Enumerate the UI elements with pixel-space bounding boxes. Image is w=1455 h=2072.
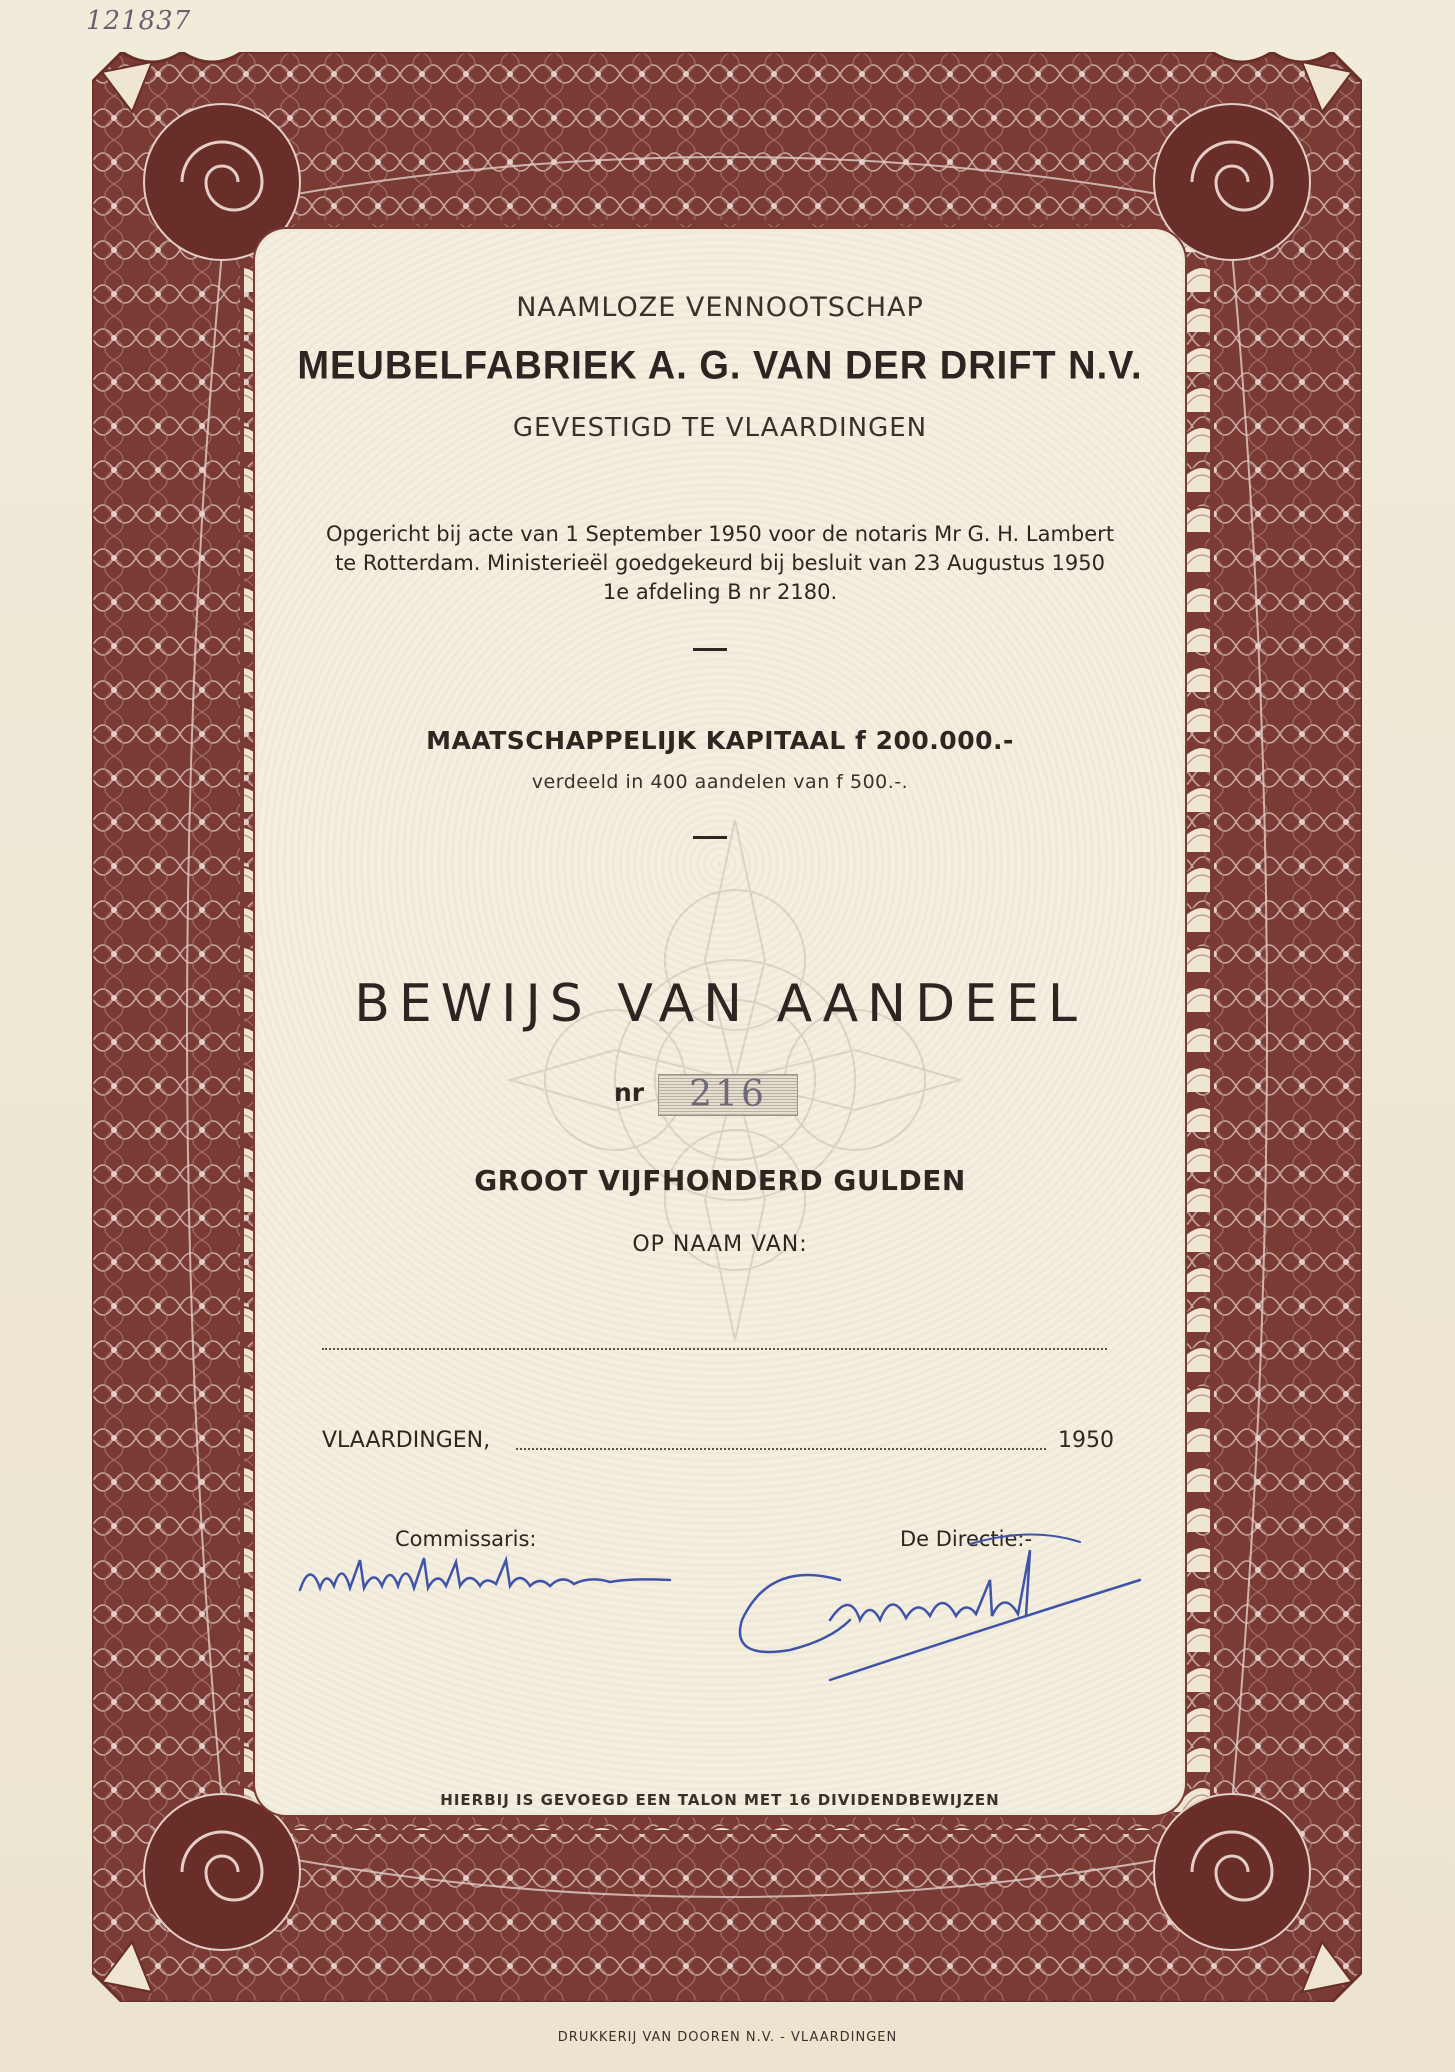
company-seat: GEVESTIGD TE VLAARDINGEN bbox=[512, 413, 928, 443]
founding-line: 1e afdeling B nr 2180. bbox=[602, 580, 838, 604]
directie-label: De Directie:- bbox=[900, 1527, 1033, 1551]
signing-year: 1950 bbox=[1058, 1428, 1114, 1453]
directie-signature bbox=[730, 1520, 1150, 1690]
founding-text bbox=[258, 520, 1182, 607]
divider-dash bbox=[693, 836, 727, 839]
commissaris-signature bbox=[290, 1540, 680, 1620]
founding-line: te Rotterdam. Ministerieël goedgekeurd bij besluit van 23 Augustus 1950 bbox=[335, 551, 1105, 575]
talon-note: HIERBIJ IS GEVOEGD EEN TALON MET 16 DIVIDENDBEWIJZEN bbox=[440, 1791, 1000, 1809]
amount-text: GROOT VIJFHONDERD GULDEN bbox=[474, 1164, 966, 1197]
archive-number: 121837 bbox=[86, 6, 192, 36]
number-label: nr bbox=[614, 1078, 645, 1107]
printer-credit: DRUKKERIJ VAN DOOREN N.V. - VLAARDINGEN bbox=[557, 2030, 898, 2045]
company-type: NAAMLOZE VENNOOTSCHAP bbox=[516, 292, 924, 323]
certificate-title: BEWIJS VAN AANDEEL bbox=[354, 974, 1086, 1034]
capital-detail: verdeeld in 400 aandelen van f 500.-. bbox=[531, 771, 909, 793]
holder-name-line bbox=[322, 1348, 1107, 1350]
divider-dash bbox=[693, 648, 727, 651]
signing-date-line bbox=[516, 1448, 1046, 1450]
company-name: MEUBELFABRIEK A. G. VAN DER DRIFT N.V. bbox=[297, 343, 1143, 389]
holder-label: OP NAAM VAN: bbox=[632, 1232, 808, 1257]
number-box bbox=[658, 1074, 798, 1116]
founding-line: Opgericht bij acte van 1 September 1950 voor de notaris Mr G. H. Lambert bbox=[325, 522, 1115, 546]
capital-title: MAATSCHAPPELIJK KAPITAAL f 200.000.- bbox=[426, 726, 1014, 755]
commissaris-label: Commissaris: bbox=[395, 1527, 537, 1551]
signing-place: VLAARDINGEN, bbox=[322, 1428, 491, 1453]
number-value: 216 bbox=[689, 1074, 767, 1115]
